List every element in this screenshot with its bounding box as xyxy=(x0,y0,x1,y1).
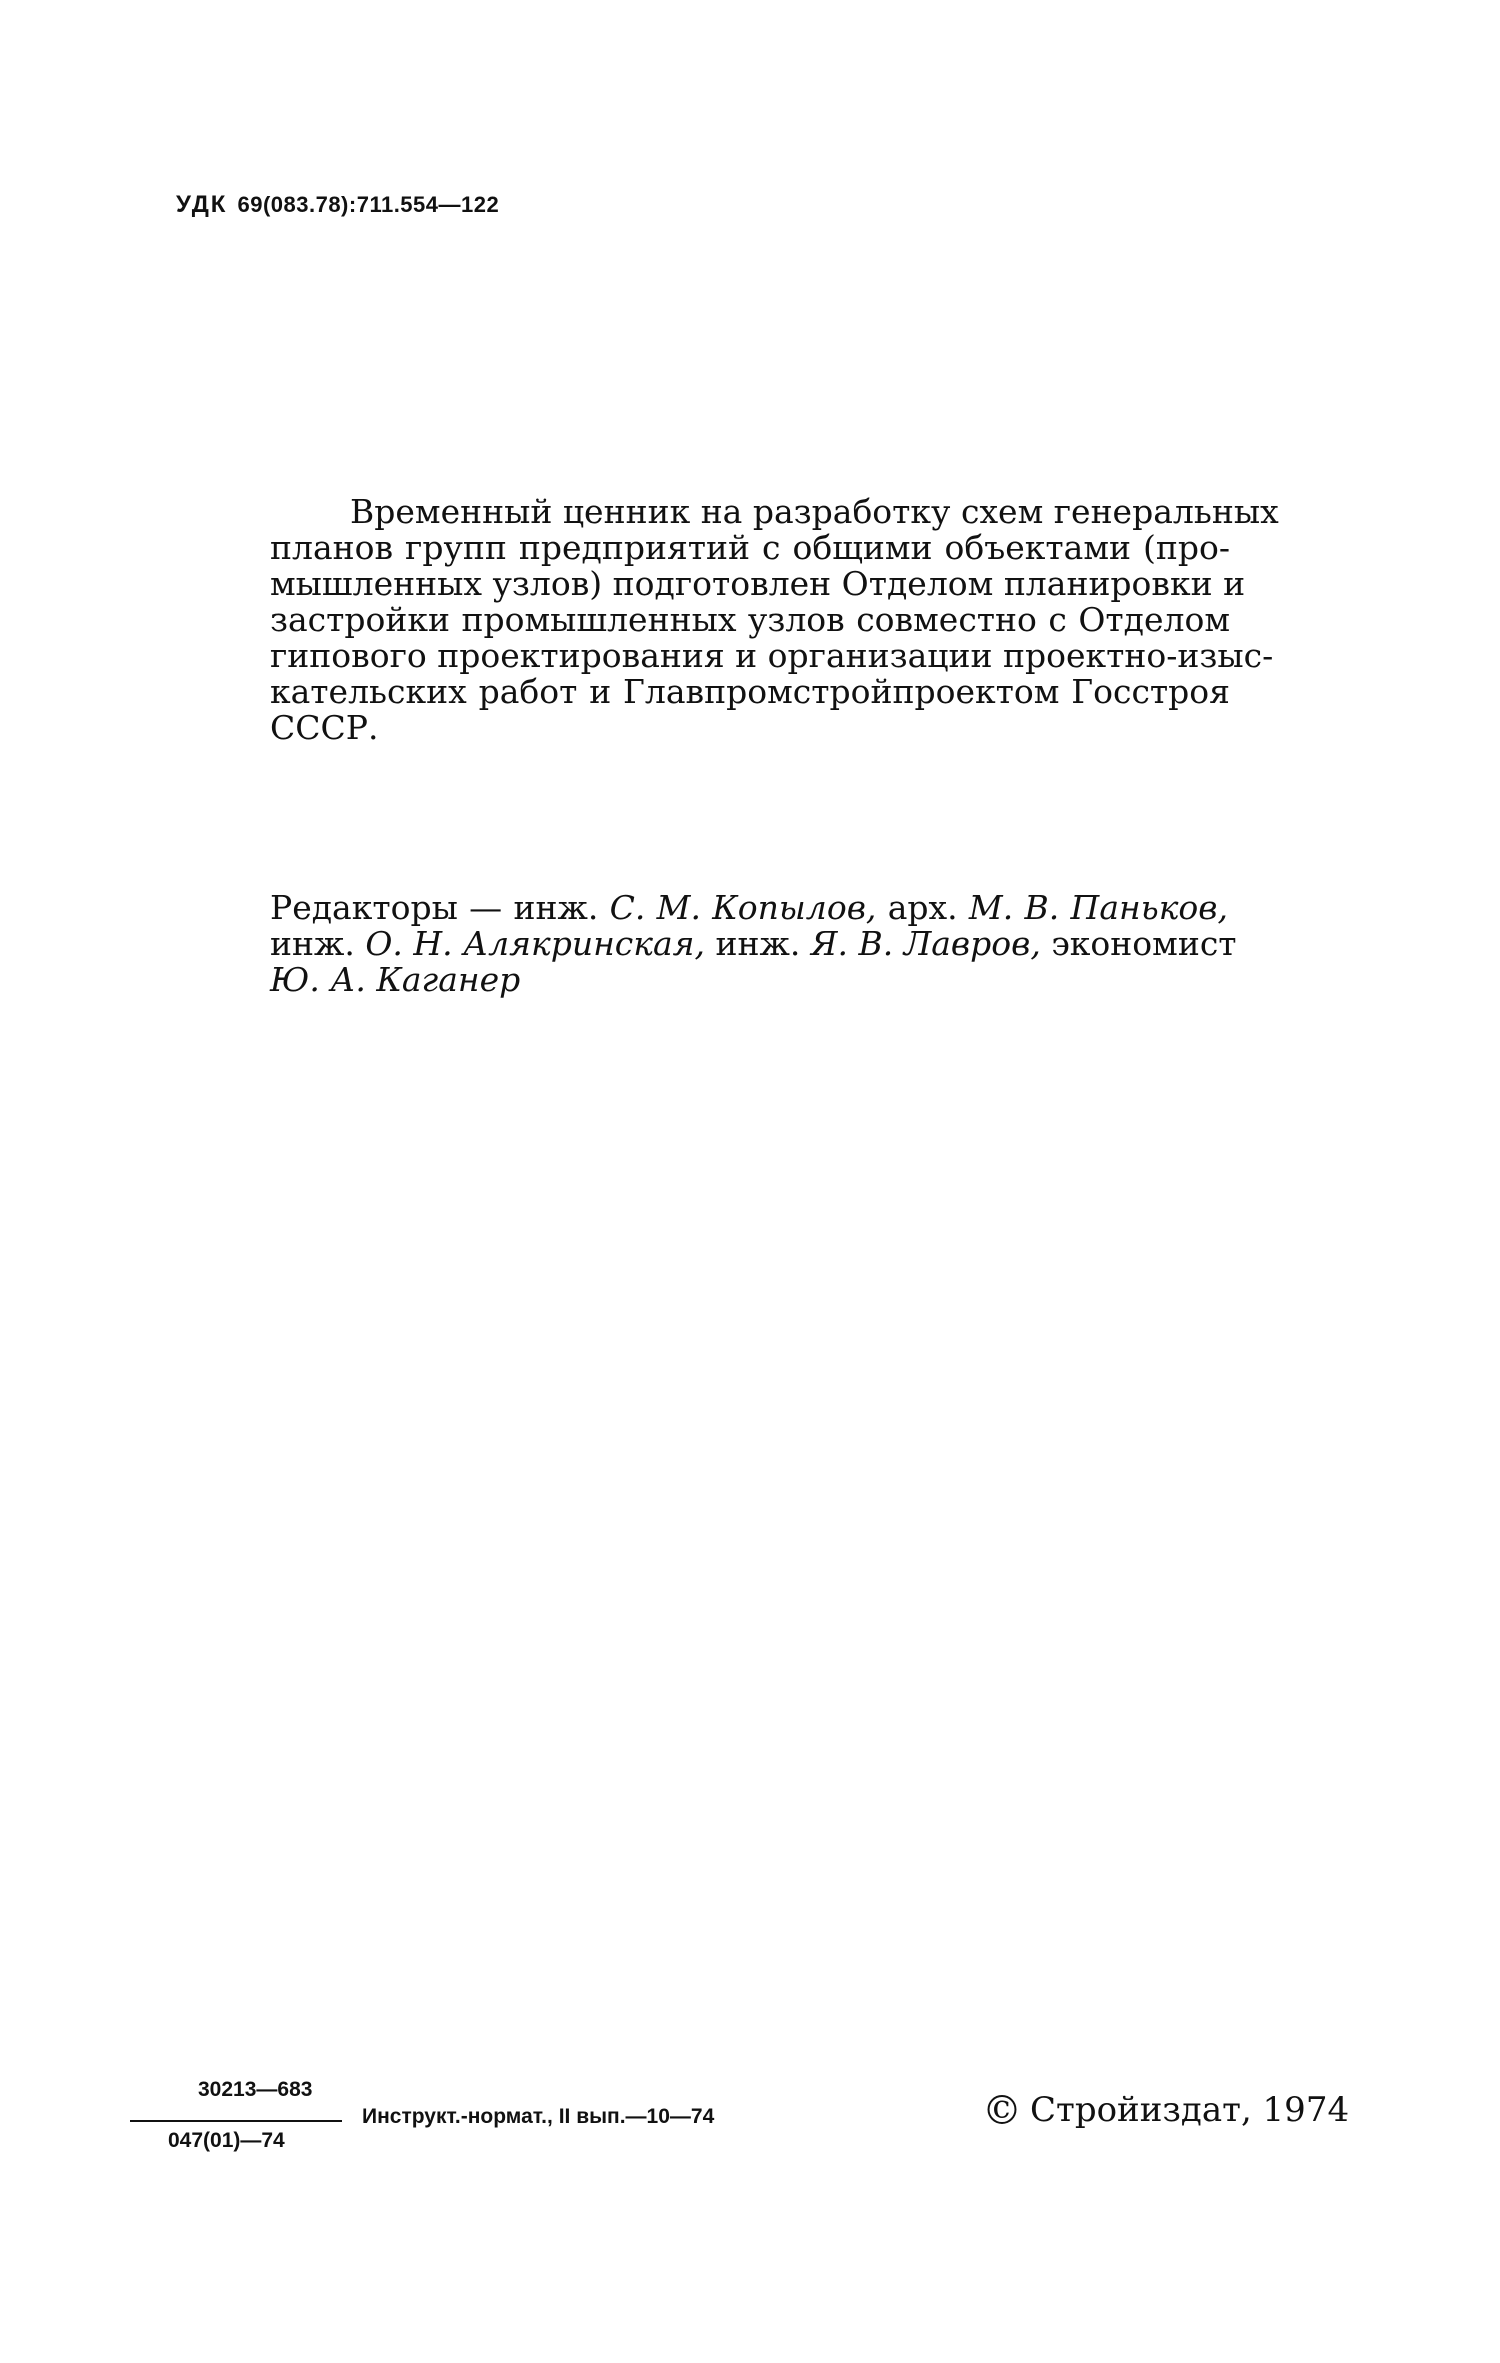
fraction-denominator: 047(01)—74 xyxy=(168,2129,285,2152)
fraction-numerator: 30213—683 xyxy=(198,2078,313,2101)
catalog-fraction xyxy=(130,2078,342,2158)
editor-name: О. Н. Алякринская, xyxy=(365,924,706,963)
editors-line xyxy=(270,962,1228,998)
editor-title: инж. xyxy=(270,924,355,963)
editor-title: инж. xyxy=(715,924,801,963)
intro-line: СССР. xyxy=(270,708,379,747)
intro-line: мышленных узлов) подготовлен Отделом планировки и xyxy=(270,564,1246,603)
intro-line: гипового проектирования и организации проектно-изыс- xyxy=(270,636,1274,675)
editor-name: С. М. Копылов, xyxy=(609,888,877,927)
editors-paragraph xyxy=(270,888,1237,999)
fraction-divider xyxy=(130,2120,342,2122)
instruction-text: Инструкт.-нормат., II вып.—10—74 xyxy=(362,2105,715,2128)
editors-line xyxy=(270,890,1228,926)
editor-title: арх. xyxy=(887,888,958,927)
intro-line: кательских работ и Главпромстройпроектом Госстроя xyxy=(270,672,1230,711)
copyright-line xyxy=(982,2088,1349,2134)
udk-code xyxy=(176,191,499,219)
editors-label: Редакторы — инж. xyxy=(270,888,599,927)
udk-value: 69(083.78):711.554—122 xyxy=(237,192,500,217)
editors-line xyxy=(270,924,1237,963)
copyright-icon: © xyxy=(982,2088,1022,2134)
editor-title: экономист xyxy=(1051,924,1237,963)
editor-name: Я. В. Лавров, xyxy=(810,924,1041,963)
intro-line: Временный ценник на разработку схем генеральных xyxy=(350,492,1279,531)
udk-prefix: УДК xyxy=(176,191,228,218)
editor-name: Ю. А. Каганер xyxy=(270,960,521,999)
editor-name: М. В. Паньков, xyxy=(968,888,1228,927)
intro-line: застройки промышленных узлов совместно с Отделом xyxy=(270,600,1230,639)
copyright-text: Стройиздат, 1974 xyxy=(1030,2090,1350,2130)
intro-paragraph xyxy=(270,492,1279,747)
intro-line: планов групп предприятий с общими объектами (про- xyxy=(270,528,1230,567)
